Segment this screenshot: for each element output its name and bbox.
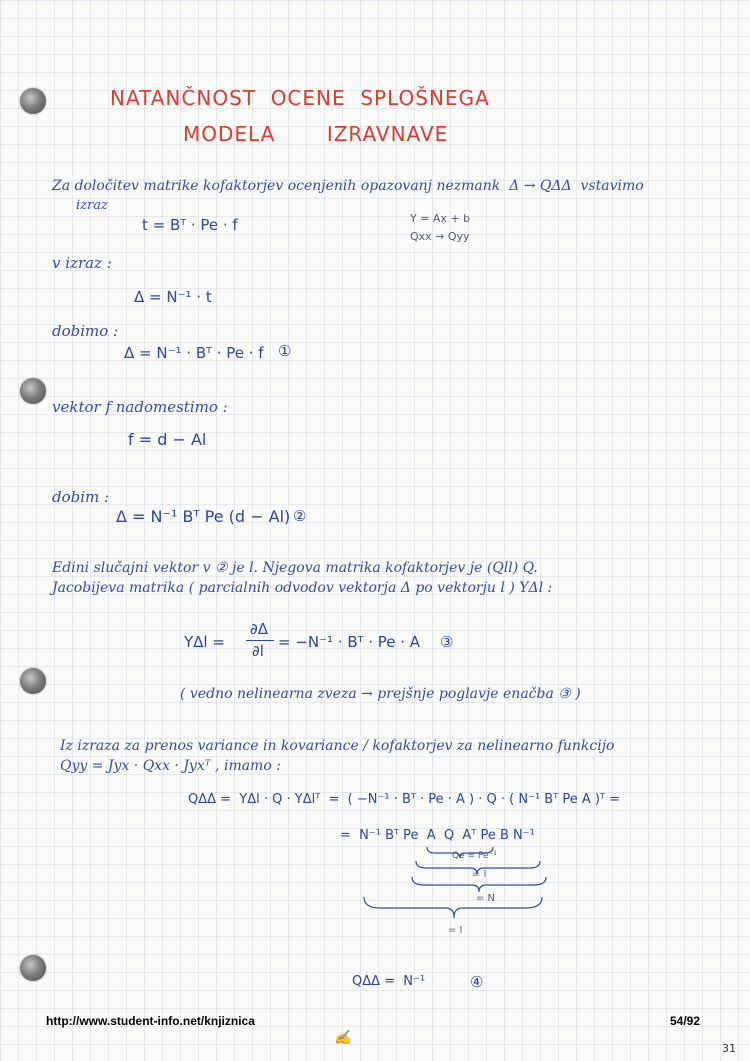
equation-2-number: ② [293, 507, 307, 525]
equation-3-fraction-numerator: ∂Δ [250, 620, 269, 638]
note-qxx-qyy: Qxx → Qyy [410, 230, 470, 243]
equation-4: QΔΔ = N⁻¹ [352, 974, 426, 989]
page-title-line1: NATANČNOST OCENE SPLOŠNEGA [110, 86, 490, 110]
corner-number: 31 [722, 1042, 736, 1055]
equation-1: Δ = N⁻¹ · Bᵀ · Pe · f [124, 344, 264, 362]
binder-hole [20, 378, 46, 404]
equation-3-rhs: = −N⁻¹ · Bᵀ · Pe · A [278, 633, 421, 651]
paragraph-1-line1: Edini slučajni vektor v ② je l. Njegova matrika kofaktorjev je (Qll) Q. [52, 560, 538, 576]
equation-delta-t: Δ = N⁻¹ · t [134, 288, 212, 306]
equation-q-line1: QΔΔ = YΔl · Q · YΔlᵀ = ( −N⁻¹ · Bᵀ · Pe · A ) · Q · ( N⁻¹ Bᵀ Pe A )ᵀ = [188, 792, 620, 807]
page-title-line2: MODELA IZRAVNAVE [183, 122, 449, 146]
equation-t: t = Bᵀ · Pe · f [142, 216, 238, 234]
brace-label-i2: = I [448, 925, 463, 936]
underbrace-i2 [362, 896, 546, 918]
brace-label-qe: Qe = Pe⁻¹ [452, 851, 497, 861]
dobim-label: dobim : [52, 488, 110, 506]
vektor-f-label: vektor f nadomestimo : [52, 398, 228, 416]
binder-hole [20, 955, 46, 981]
brace-label-n: = N [476, 893, 496, 904]
note-linear-model: Y = Ax + b [410, 212, 471, 225]
binder-hole [20, 668, 46, 694]
paragraph-2-line1: Iz izraza za prenos variance in kovariance / kofaktorjev za nelinearno funkcijo [60, 738, 615, 754]
dobimo-label: dobimo : [52, 322, 119, 340]
underbrace-n [410, 876, 550, 892]
v-izraz-label: v izraz : [52, 254, 112, 272]
brace-label-i1: = I [472, 869, 487, 880]
paragraph-1-line2: Jacobijeva matrika ( parcialnih odvodov vektorja Δ po vektorju l ) YΔl : [52, 580, 553, 596]
equation-4-number: ④ [470, 973, 484, 991]
signature-mark: ✍ [334, 1030, 352, 1046]
paragraph-2-line2: Qyy = Jyx · Qxx · Jyxᵀ , imamo : [60, 758, 281, 774]
intro-line2: izraz [76, 198, 108, 213]
equation-3-lhs: YΔl = [184, 633, 225, 651]
footer-url: http://www.student-info.net/knjiznica [46, 1014, 255, 1028]
equation-f: f = d − Al [128, 430, 207, 449]
binder-hole [20, 88, 46, 114]
equation-1-number: ① [278, 342, 292, 360]
footer-page-number: 54/92 [670, 1014, 701, 1028]
equation-3-fraction-bar [246, 640, 274, 641]
equation-3-number: ③ [440, 633, 454, 651]
equation-3-fraction-denominator: ∂l [252, 642, 264, 660]
equation-q-line2: = N⁻¹ Bᵀ Pe A Q Aᵀ Pe B N⁻¹ [340, 828, 535, 843]
equation-2: Δ = N⁻¹ Bᵀ Pe (d − Al) [116, 507, 291, 526]
intro-line1: Za določitev matrike kofaktorjev ocenjenih opazovanj nezmank Δ → QΔΔ vstavimo [52, 178, 644, 194]
note-nonlinear: ( vedno nelinearna zveza → prejšnje poglavje enačba ③ ) [180, 686, 581, 702]
